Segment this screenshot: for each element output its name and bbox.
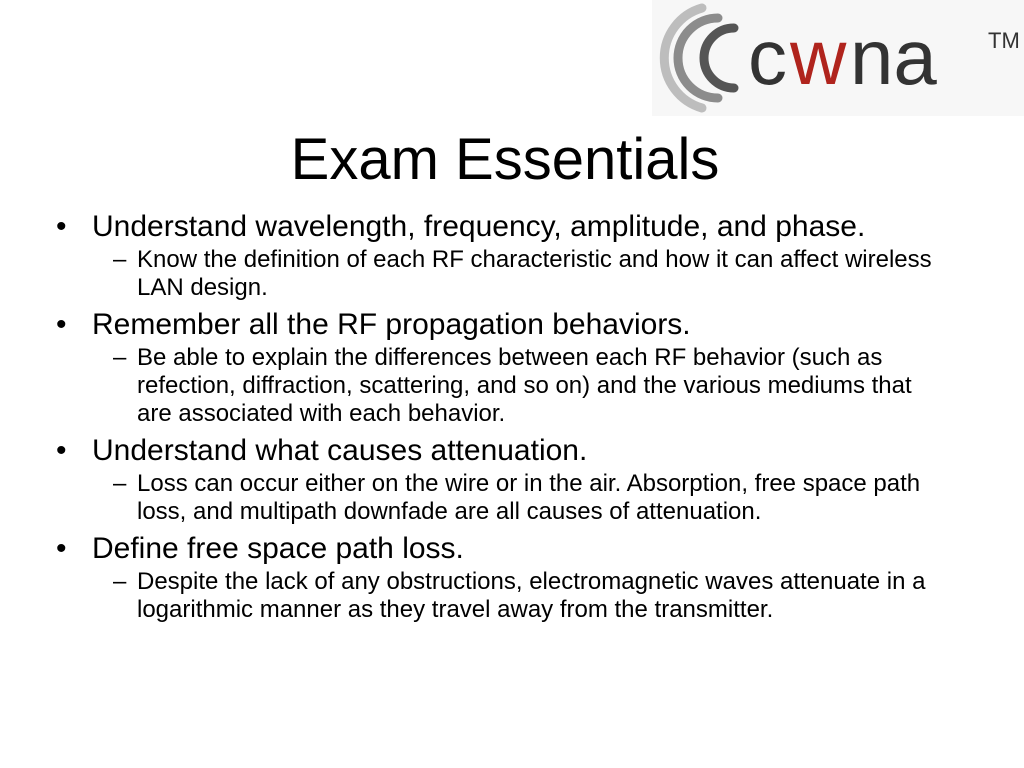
sub-bullet-marker: – <box>113 470 127 497</box>
bullet-marker: • <box>56 434 67 467</box>
sub-bullet-item <box>52 470 932 526</box>
logo-letters-na: na <box>850 13 937 101</box>
logo-letter-w: w <box>790 13 847 101</box>
bullet-text: Understand what causes attenuation. <box>92 434 588 467</box>
bullet-item <box>52 434 932 468</box>
bullet-marker: • <box>56 308 67 341</box>
sub-bullet-marker: – <box>113 246 127 273</box>
signal-arc-middle-icon <box>678 18 718 98</box>
bullet-marker: • <box>56 210 67 243</box>
logo-letter-c: c <box>748 13 787 101</box>
sub-bullet-item <box>52 344 932 428</box>
bullet-list <box>52 206 932 630</box>
sub-bullet-marker: – <box>113 344 127 371</box>
bullet-item <box>52 532 932 566</box>
bullet-text: Define free space path loss. <box>92 532 464 565</box>
bullet-item <box>52 210 932 244</box>
bullet-marker: • <box>56 532 67 565</box>
sub-bullet-item <box>52 246 932 302</box>
sub-bullet-item <box>52 568 932 624</box>
bullet-item <box>52 308 932 342</box>
sub-bullet-text: Despite the lack of any obstructions, electromagnetic waves attenuate in a logarithmic manner as they travel away from the transmitter. <box>137 568 926 623</box>
bullet-text: Remember all the RF propagation behaviors. <box>92 308 691 341</box>
sub-bullet-text: Know the definition of each RF characteristic and how it can affect wireless LAN design. <box>137 246 932 301</box>
cwna-logo <box>652 0 1024 116</box>
sub-bullet-marker: – <box>113 568 127 595</box>
logo-trademark: TM <box>988 28 1020 53</box>
bullet-text: Understand wavelength, frequency, amplitude, and phase. <box>92 210 866 243</box>
cwna-logo-graphic <box>652 0 1024 116</box>
sub-bullet-text: Be able to explain the differences between each RF behavior (such as refection, diffraction, scattering, and so on) and the various mediums that are associated with each behavior. <box>137 344 912 427</box>
signal-arc-inner-icon <box>704 28 734 88</box>
sub-bullet-text: Loss can occur either on the wire or in the air. Absorption, free space path loss, and multipath downfade are all causes of attenuation. <box>137 470 921 525</box>
slide-title: Exam Essentials <box>290 127 720 192</box>
